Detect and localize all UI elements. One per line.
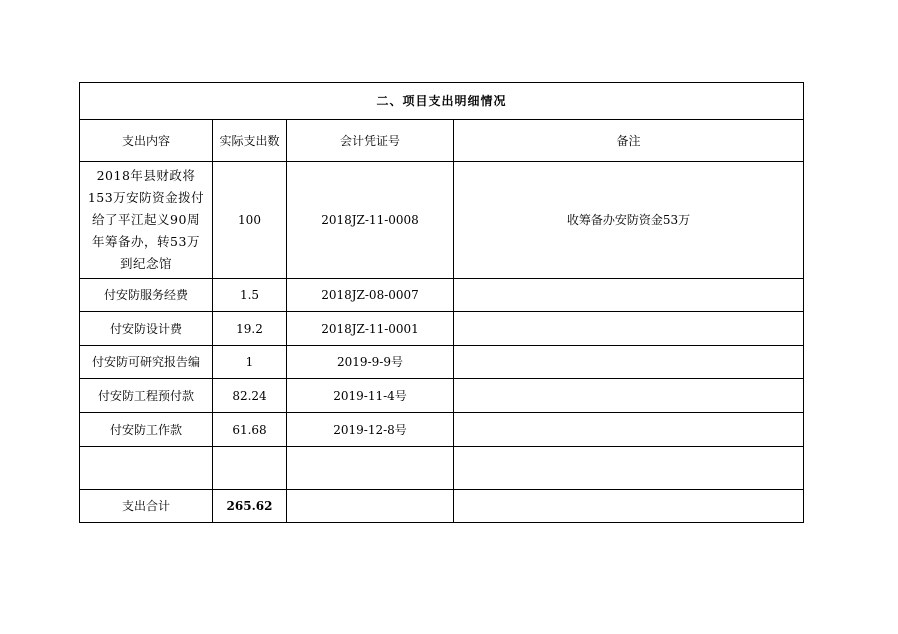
cell-voucher: 2019-9-9号 <box>287 346 454 379</box>
cell-remarks <box>454 490 804 523</box>
table-row <box>80 279 804 312</box>
cell-voucher <box>287 447 454 490</box>
table-title-row <box>80 83 804 120</box>
cell-remarks <box>454 279 804 312</box>
cell-voucher: 2018JZ-11-0001 <box>287 312 454 346</box>
cell-amount: 1 <box>213 346 287 379</box>
table-row <box>80 346 804 379</box>
cell-remarks <box>454 447 804 490</box>
cell-amount: 1.5 <box>213 279 287 312</box>
cell-content: 付安防设计费 <box>80 312 213 346</box>
cell-content <box>80 447 213 490</box>
table-row <box>80 162 804 279</box>
cell-amount: 82.24 <box>213 379 287 413</box>
cell-voucher: 2018JZ-08-0007 <box>287 279 454 312</box>
cell-voucher: 2019-11-4号 <box>287 379 454 413</box>
cell-remarks <box>454 312 804 346</box>
cell-voucher: 2018JZ-11-0008 <box>287 162 454 279</box>
header-row <box>80 120 804 162</box>
cell-amount: 61.68 <box>213 413 287 447</box>
cell-content: 付安防服务经费 <box>80 279 213 312</box>
table-row <box>80 379 804 413</box>
header-actual-amount: 实际支出数 <box>213 120 287 162</box>
cell-voucher <box>287 490 454 523</box>
cell-remarks <box>454 346 804 379</box>
cell-voucher: 2019-12-8号 <box>287 413 454 447</box>
expenditure-detail-table <box>79 82 804 523</box>
table-row <box>80 312 804 346</box>
table-row-empty <box>80 447 804 490</box>
header-remarks: 备注 <box>454 120 804 162</box>
cell-amount <box>213 447 287 490</box>
cell-remarks <box>454 413 804 447</box>
table-title: 二、项目支出明细情况 <box>80 83 804 120</box>
cell-content: 付安防工程预付款 <box>80 379 213 413</box>
total-label: 支出合计 <box>80 490 213 523</box>
total-amount: 265.62 <box>213 490 287 523</box>
cell-content: 付安防可研究报告编 <box>80 346 213 379</box>
cell-remarks: 收筹备办安防资金53万 <box>454 162 804 279</box>
total-row <box>80 490 804 523</box>
cell-content: 付安防工作款 <box>80 413 213 447</box>
cell-amount: 19.2 <box>213 312 287 346</box>
table-row <box>80 413 804 447</box>
cell-content-text: 2018年县财政将153万安防资金拨付给了平江起义90周年筹备办，转53万到纪念馆 <box>87 168 205 271</box>
cell-remarks <box>454 379 804 413</box>
header-voucher-number: 会计凭证号 <box>287 120 454 162</box>
cell-content <box>80 162 213 279</box>
cell-amount: 100 <box>213 162 287 279</box>
header-content: 支出内容 <box>80 120 213 162</box>
